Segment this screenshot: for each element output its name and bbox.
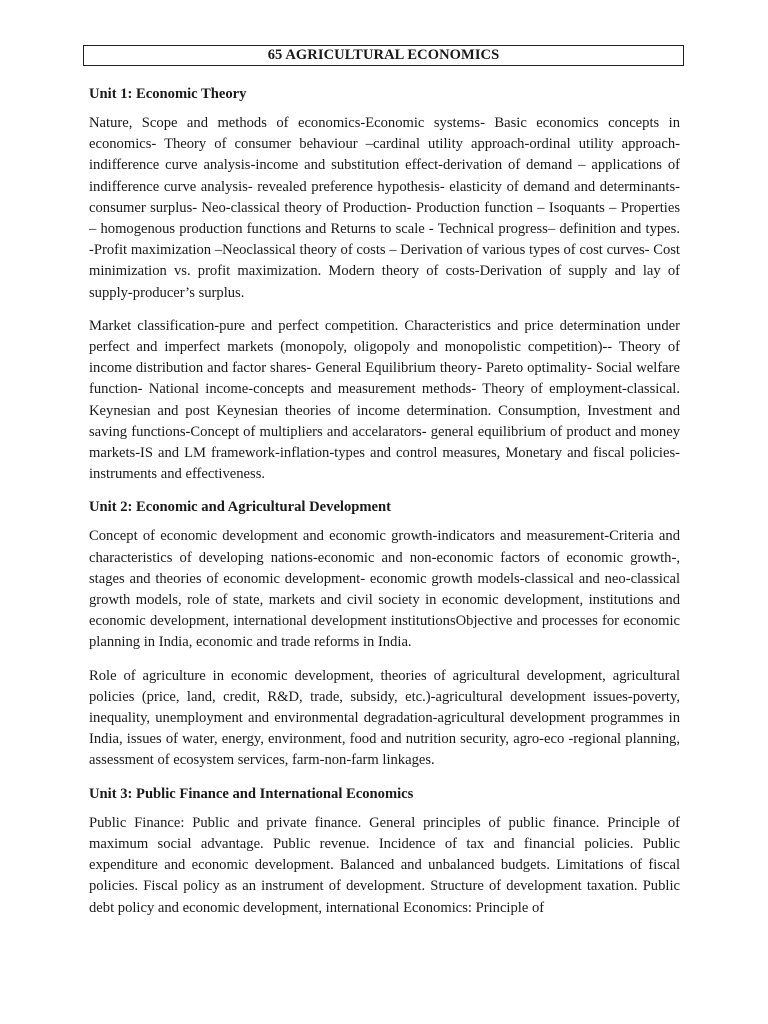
unit-2-heading: Unit 2: Economic and Agricultural Development	[89, 499, 391, 516]
unit-3-section	[89, 784, 680, 919]
document-title: 65 AGRICULTURAL ECONOMICS	[83, 45, 684, 66]
unit-2-paragraph-2: Role of agriculture in economic development, theories of agricultural development, agricultural policies (price, land, credit, R&D, trade, subsidy, etc.)-agricultural development issues-poverty, inequality, unemployment and environmental degradation-agricultural development programmes in India, issues of water, energy, environment, food and nutrition security, agro-eco -regional planning, assessment of ecosystem services, farm-non-farm linkages.	[89, 667, 680, 769]
unit-2-section	[89, 497, 680, 771]
unit-1-section	[89, 84, 680, 485]
unit-1-paragraph-1: Nature, Scope and methods of economics-Economic systems- Basic economics concepts in economics- Theory of consumer behaviour –cardinal utility approach-ordinal utility approach-indifference curve analysis-income and substitution effect-derivation of demand – applications of indifference curve analysis- revealed preference hypothesis- elasticity of demand and determinants-consumer surplus- Neo-classical theory of Production- Production function – Isoquants – Properties – homogenous production functions and Returns to scale - Technical progress– definition and types. -Profit maximization –Neoclassical theory of costs – Derivation of various types of cost curves- Cost minimization vs. profit maximization. Modern theory of costs-Derivation of supply and lay of supply-producer’s surplus.	[89, 115, 680, 301]
unit-1-heading: Unit 1: Economic Theory	[89, 86, 247, 102]
unit-2-paragraph-1: Concept of economic development and economic growth-indicators and measurement-Criteria and characteristics of developing nations-economic and non-economic factors of economic growth-, stages and theories of economic development- economic growth models-classical and neo-classical growth models, role of state, markets and civil society in economic development, institutions and economic development, international development institutionsObjective and processes for economic planning in India, economic and trade reforms in India.	[89, 528, 680, 651]
document-body	[89, 84, 680, 919]
unit-1-paragraph-2: Market classification-pure and perfect competition. Characteristics and price determination under perfect and imperfect markets (monopoly, oligopoly and monopolistic competition)-- Theory of income distribution and factor shares- General Equilibrium theory- Pareto optimality- Social welfare function- National income-concepts and measurement methods- Theory of employment-classical. Keynesian and post Keynesian theories of income determination. Consumption, Investment and saving functions-Concept of multipliers and accelarators- general equilibrium of product and money markets-IS and LM framework-inflation-types and control measures, Monetary and fiscal policies-instruments and effectiveness.	[89, 317, 680, 483]
unit-3-paragraph-1: Public Finance: Public and private finance. General principles of public finance. Principle of maximum social advantage. Public revenue. Incidence of tax and financial policies. Public expenditure and economic development. Balanced and unbalanced budgets. Limitations of fiscal policies. Fiscal policy as an instrument of development. Structure of development taxation. Public debt policy and economic development, international Economics: Principle of	[89, 814, 680, 916]
unit-3-heading: Unit 3: Public Finance and International Economics	[89, 785, 414, 802]
